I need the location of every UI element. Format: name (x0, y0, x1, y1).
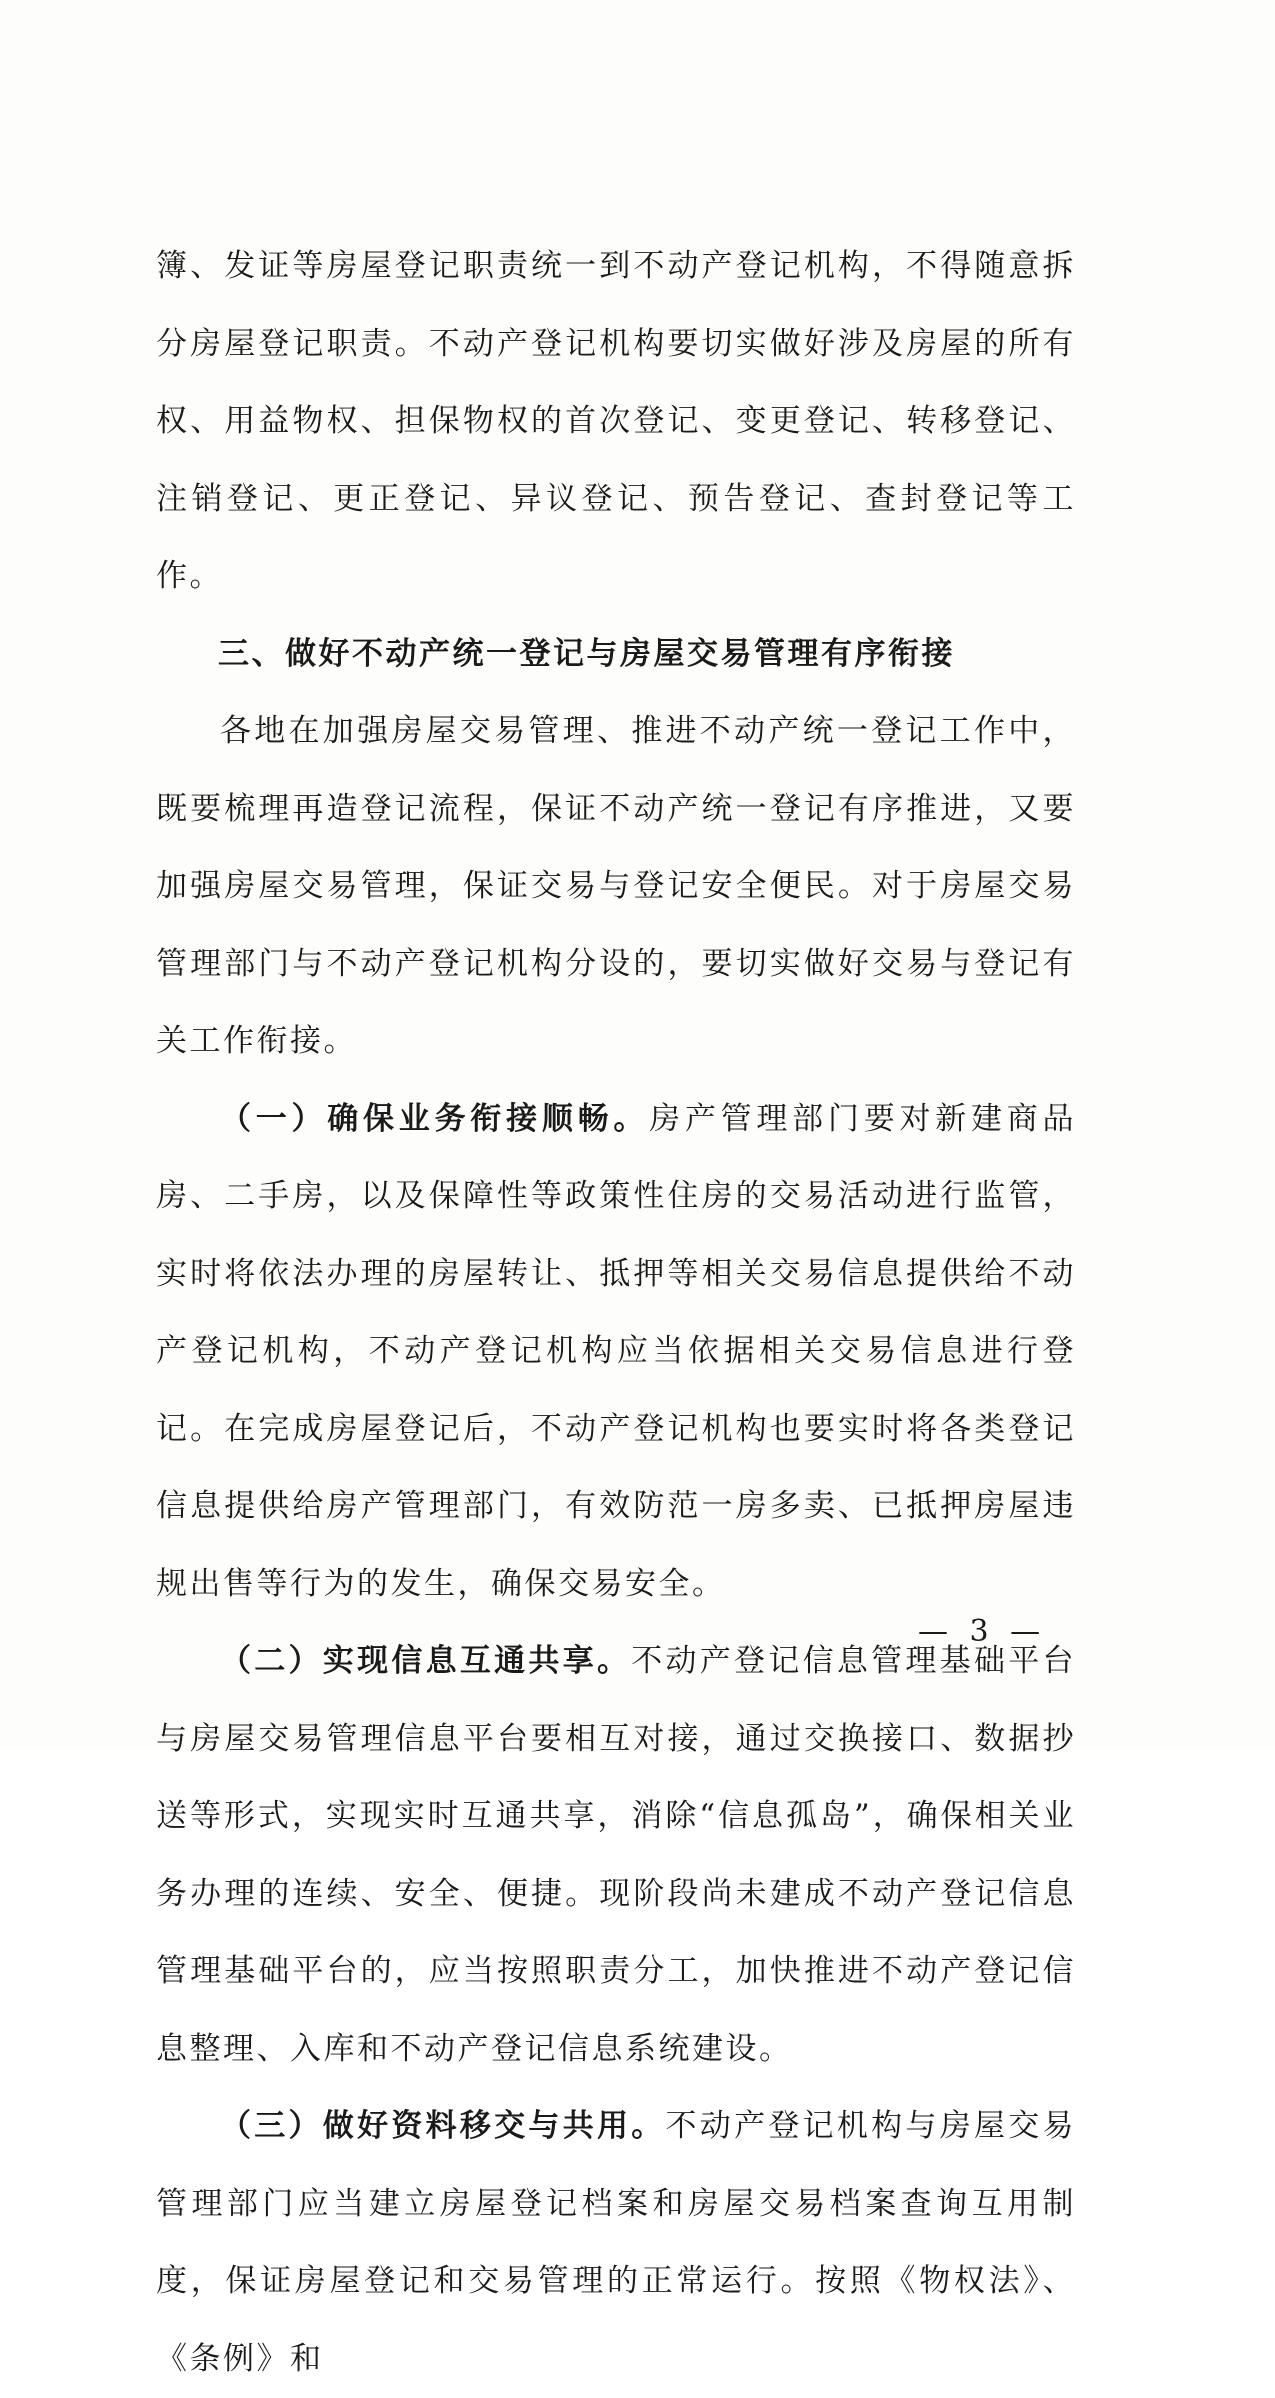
section-heading: 三、做好不动产统一登记与房屋交易管理有序衔接 (218, 635, 955, 672)
item-paragraph-1 (156, 1081, 1076, 1624)
item-title-3: （三）做好资料移交与共用。 (220, 2108, 666, 2144)
section-intro-paragraph: 各地在加强房屋交易管理、推进不动产统一登记工作中，既要梳理再造登记流程，保证不动产统一登记有序推进，又要加强房屋交易管理，保证交易与登记安全便民。对于房屋交易管理部门与不动产登记机构分设的，要切实做好交易与登记有关工作衔接。 (156, 713, 1076, 1059)
page-number: — 3 — (918, 1614, 1047, 1649)
item-title-1: （一）确保业务衔接顺畅。 (220, 1100, 650, 1137)
item-paragraph-3 (156, 2088, 1076, 2398)
item-body-2: 不动产登记信息管理基础平台与房屋交易管理信息平台要相互对接，通过交换接口、数据抄送等形式，实现实时互通共享，消除“信息孤岛”，确保相关业务办理的连续、安全、便捷。现阶段尚未建成不动产登记信息管理基础平台的，应当按照职责分工，加快推进不动产登记信息整理、入库和不动产登记信息系统建设。 (156, 1643, 1076, 2067)
item-body-1: 房产管理部门要对新建商品房、二手房，以及保障性等政策性住房的交易活动进行监管，实时将依法办理的房屋转让、抵押等相关交易信息提供给不动产登记机构，不动产登记机构应当依据相关交易信息进行登记。在完成房屋登记后，不动产登记机构也要实时将各类登记信息提供给房产管理部门，有效防范一房多卖、已抵押房屋违规出售等行为的发生，确保交易安全。 (156, 1100, 1077, 1602)
paragraph-continuation: 簿、发证等房屋登记职责统一到不动产登记机构，不得随意拆分房屋登记职责。不动产登记机构要切实做好涉及房屋的所有权、用益物权、担保物权的首次登记、变更登记、转移登记、注销登记、更正登记、异议登记、预告登记、查封登记等工作。 (156, 248, 1076, 594)
item-title-2: （二）实现信息互通共享。 (220, 1643, 632, 1679)
item-body-3: 不动产登记机构与房屋交易管理部门应当建立房屋登记档案和房屋交易档案查询互用制度，保证房屋登记和交易管理的正常运行。按照《物权法》、《条例》和 (156, 2108, 1077, 2377)
document-body (156, 228, 1076, 2398)
item-paragraph-2 (156, 1623, 1076, 2088)
